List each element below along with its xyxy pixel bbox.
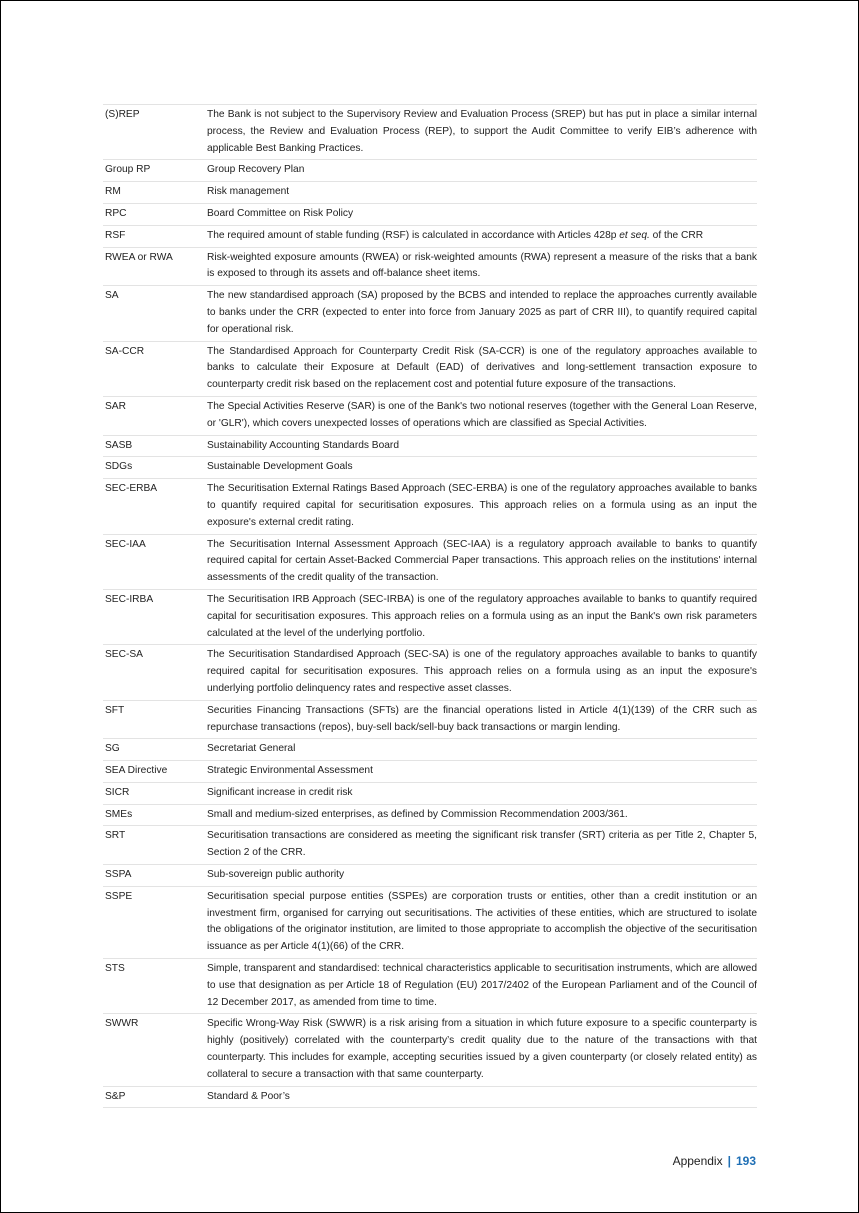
glossary-term: SA-CCR [105, 345, 145, 357]
glossary-term: SEC-IRBA [105, 593, 154, 605]
glossary-definition: Sub-sovereign public authority [207, 869, 345, 881]
glossary-definition: Secretariat General [207, 743, 296, 755]
glossary-definition: Simple, transparent and standardised: technical characteristics applicable to securitisation instruments, which are allowed to use that designation as per Article 18 of Regulation (EU) 2017/2402 of the European Parliament and of the Council of 12 December 2017, as amended from time to time. [207, 963, 757, 1008]
glossary-term: (S)REP [105, 109, 140, 120]
glossary-definition: The Securitisation Standardised Approach (SEC-SA) is one of the regulatory approaches available to banks to quantify required capital for securitisation exposures. This approach relies on a formula using as an input the exposure's underlying portfolio delinquency rates and respective asset classes. [207, 649, 757, 694]
glossary-term: SASB [105, 439, 133, 451]
glossary-term: SSPA [105, 869, 132, 881]
glossary-row [103, 738, 757, 760]
glossary-row [103, 225, 757, 247]
glossary-term: SA [105, 290, 119, 302]
glossary-definition: The Securitisation IRB Approach (SEC-IRBA) is one of the regulatory approaches available to banks to quantify required capital for securitisation exposures. This approach relies on a formula using as an input the Bank's own risk parameters calculated at the level of the underlying portfolio. [207, 593, 757, 639]
glossary-definition: Sustainable Development Goals [207, 461, 353, 473]
glossary-row [103, 456, 757, 478]
glossary-definition: Securitisation transactions are considered as meeting the significant risk transfer (SRT) criteria as per Title 2, Chapter 5, Section 2 of the CRR. [207, 830, 757, 859]
glossary-row [103, 396, 757, 435]
glossary-row [103, 534, 757, 589]
glossary-term: SMEs [105, 808, 133, 820]
glossary-definition: Standard & Poor’s [207, 1090, 290, 1102]
glossary-row [103, 958, 757, 1013]
glossary-definition: Sustainability Accounting Standards Board [207, 439, 399, 451]
glossary-term: SWWR [105, 1018, 139, 1030]
glossary-term: RPC [105, 207, 127, 219]
page-number: 193 [735, 1154, 756, 1168]
glossary-term: SEA Directive [105, 765, 168, 777]
glossary-row [103, 825, 757, 864]
glossary-term: STS [105, 963, 125, 975]
glossary-row [103, 1013, 757, 1085]
glossary-definition: Risk management [207, 186, 290, 198]
glossary-row [103, 203, 757, 225]
glossary-definition: Group Recovery Plan [207, 164, 305, 176]
glossary-definition: The Bank is not subject to the Supervisory Review and Evaluation Process (SREP) but has put in place a similar internal process, the Review and Evaluation Process (REP), to support the Audit Committee to verify EIB’s adherence with applicable Best Banking Practices. [207, 109, 757, 154]
glossary-definition: The Securitisation Internal Assessment Approach (SEC-IAA) is a regulatory approach available to banks to quantify required capital for certain Asset-Backed Commercial Paper transactions. This approach relies on the institutions' internal assessments of the credit quality of the transaction. [207, 538, 757, 584]
glossary-row [103, 1086, 757, 1109]
glossary-row [103, 760, 757, 782]
glossary-row [103, 804, 757, 826]
glossary-row [103, 886, 757, 958]
glossary-definition: The new standardised approach (SA) proposed by the BCBS and intended to replace the approaches currently available to banks under the CRR (expected to enter into force from January 2025 as part of CRR III), to quantify required capital for operational risk. [207, 290, 757, 335]
footer-section-label: Appendix [672, 1154, 723, 1168]
glossary-term: SDGs [105, 461, 133, 473]
glossary-row [103, 644, 757, 699]
glossary-term: SEC-IAA [105, 538, 146, 550]
glossary-row [103, 435, 757, 457]
glossary-definition: Securitisation special purpose entities (SSPEs) are corporation trusts or entities, other than a credit institution or an investment firm, organised for carrying out securitisations. The activities of these entities, which are structured to isolate the obligations of the originator institution, are limited to those appropriate to accomplish the objective of the securitisation issuance as per Article 4(1)(66) of the CRR. [207, 890, 757, 953]
glossary-definition: Board Committee on Risk Policy [207, 207, 354, 219]
glossary-term: RWEA or RWA [105, 251, 173, 263]
glossary-definition: Significant increase in credit risk [207, 786, 353, 798]
glossary-row [103, 159, 757, 181]
glossary-row [103, 589, 757, 644]
glossary-term: SICR [105, 786, 130, 798]
glossary-row [103, 181, 757, 203]
glossary-table [103, 104, 757, 1108]
glossary-term: SG [105, 743, 120, 755]
glossary-definition: The Special Activities Reserve (SAR) is one of the Bank's two notional reserves (together with the General Loan Reserve, or 'GLR'), which covers unexpected losses of operations which are classified as Special Activities. [207, 400, 757, 429]
glossary-term: SEC-ERBA [105, 483, 158, 495]
glossary-row [103, 782, 757, 804]
page-footer [673, 1153, 756, 1169]
glossary-row [103, 478, 757, 533]
glossary-definition: Risk-weighted exposure amounts (RWEA) or risk-weighted amounts (RWA) represent a measure of the risks that a bank is exposed to through its assets and off-balance sheet items. [207, 251, 757, 280]
glossary-definition: The Standardised Approach for Counterparty Credit Risk (SA-CCR) is one of the regulatory approaches available to banks to calculate their Exposure at Default (EAD) of derivatives and long-settlement transaction exposure to counterparty credit risk based on the replacement cost and potential future exposure of the transactions. [207, 345, 757, 391]
glossary-term: SAR [105, 400, 126, 412]
glossary-definition: Small and medium-sized enterprises, as defined by Commission Recommendation 2003/361. [207, 808, 628, 820]
footer-separator: | [727, 1154, 731, 1168]
glossary-row [103, 341, 757, 396]
glossary-definition: The Securitisation External Ratings Based Approach (SEC-ERBA) is one of the regulatory approaches available to banks to quantify required capital for securitisation exposures. This approach relies on a formula using as an input the exposure's external credit rating. [207, 483, 757, 528]
glossary-term: Group RP [105, 164, 151, 176]
glossary-row [103, 700, 757, 739]
glossary-term: RSF [105, 229, 126, 241]
glossary-term: S&P [105, 1090, 126, 1102]
glossary-definition: The required amount of stable funding (RSF) is calculated in accordance with Articles 428p et seq. of the CRR [207, 229, 704, 241]
glossary-definition: Specific Wrong-Way Risk (SWWR) is a risk arising from a situation in which future exposure to a specific counterparty is highly (positively) correlated with the counterparty’s credit quality due to the nature of the transactions with that counterparty. This includes for example, accepting securities issued by a given counterparty (or closely related entity) as collateral to secure a transaction with that same counterparty. [207, 1018, 757, 1080]
glossary-term: SSPE [105, 890, 133, 902]
glossary-row [103, 285, 757, 340]
glossary-definition: Strategic Environmental Assessment [207, 765, 373, 777]
glossary-row [103, 247, 757, 286]
glossary-term: SEC-SA [105, 649, 143, 661]
glossary-term: SFT [105, 704, 125, 716]
glossary-term: SRT [105, 830, 126, 842]
glossary-definition: Securities Financing Transactions (SFTs) are the financial operations listed in Article 4(1)(139) of the CRR such as repurchase transactions (repos), buy-sell back/sell-buy back transactions or margin lending. [207, 704, 757, 733]
glossary-term: RM [105, 186, 121, 198]
glossary-row [103, 104, 757, 159]
glossary-row [103, 864, 757, 886]
